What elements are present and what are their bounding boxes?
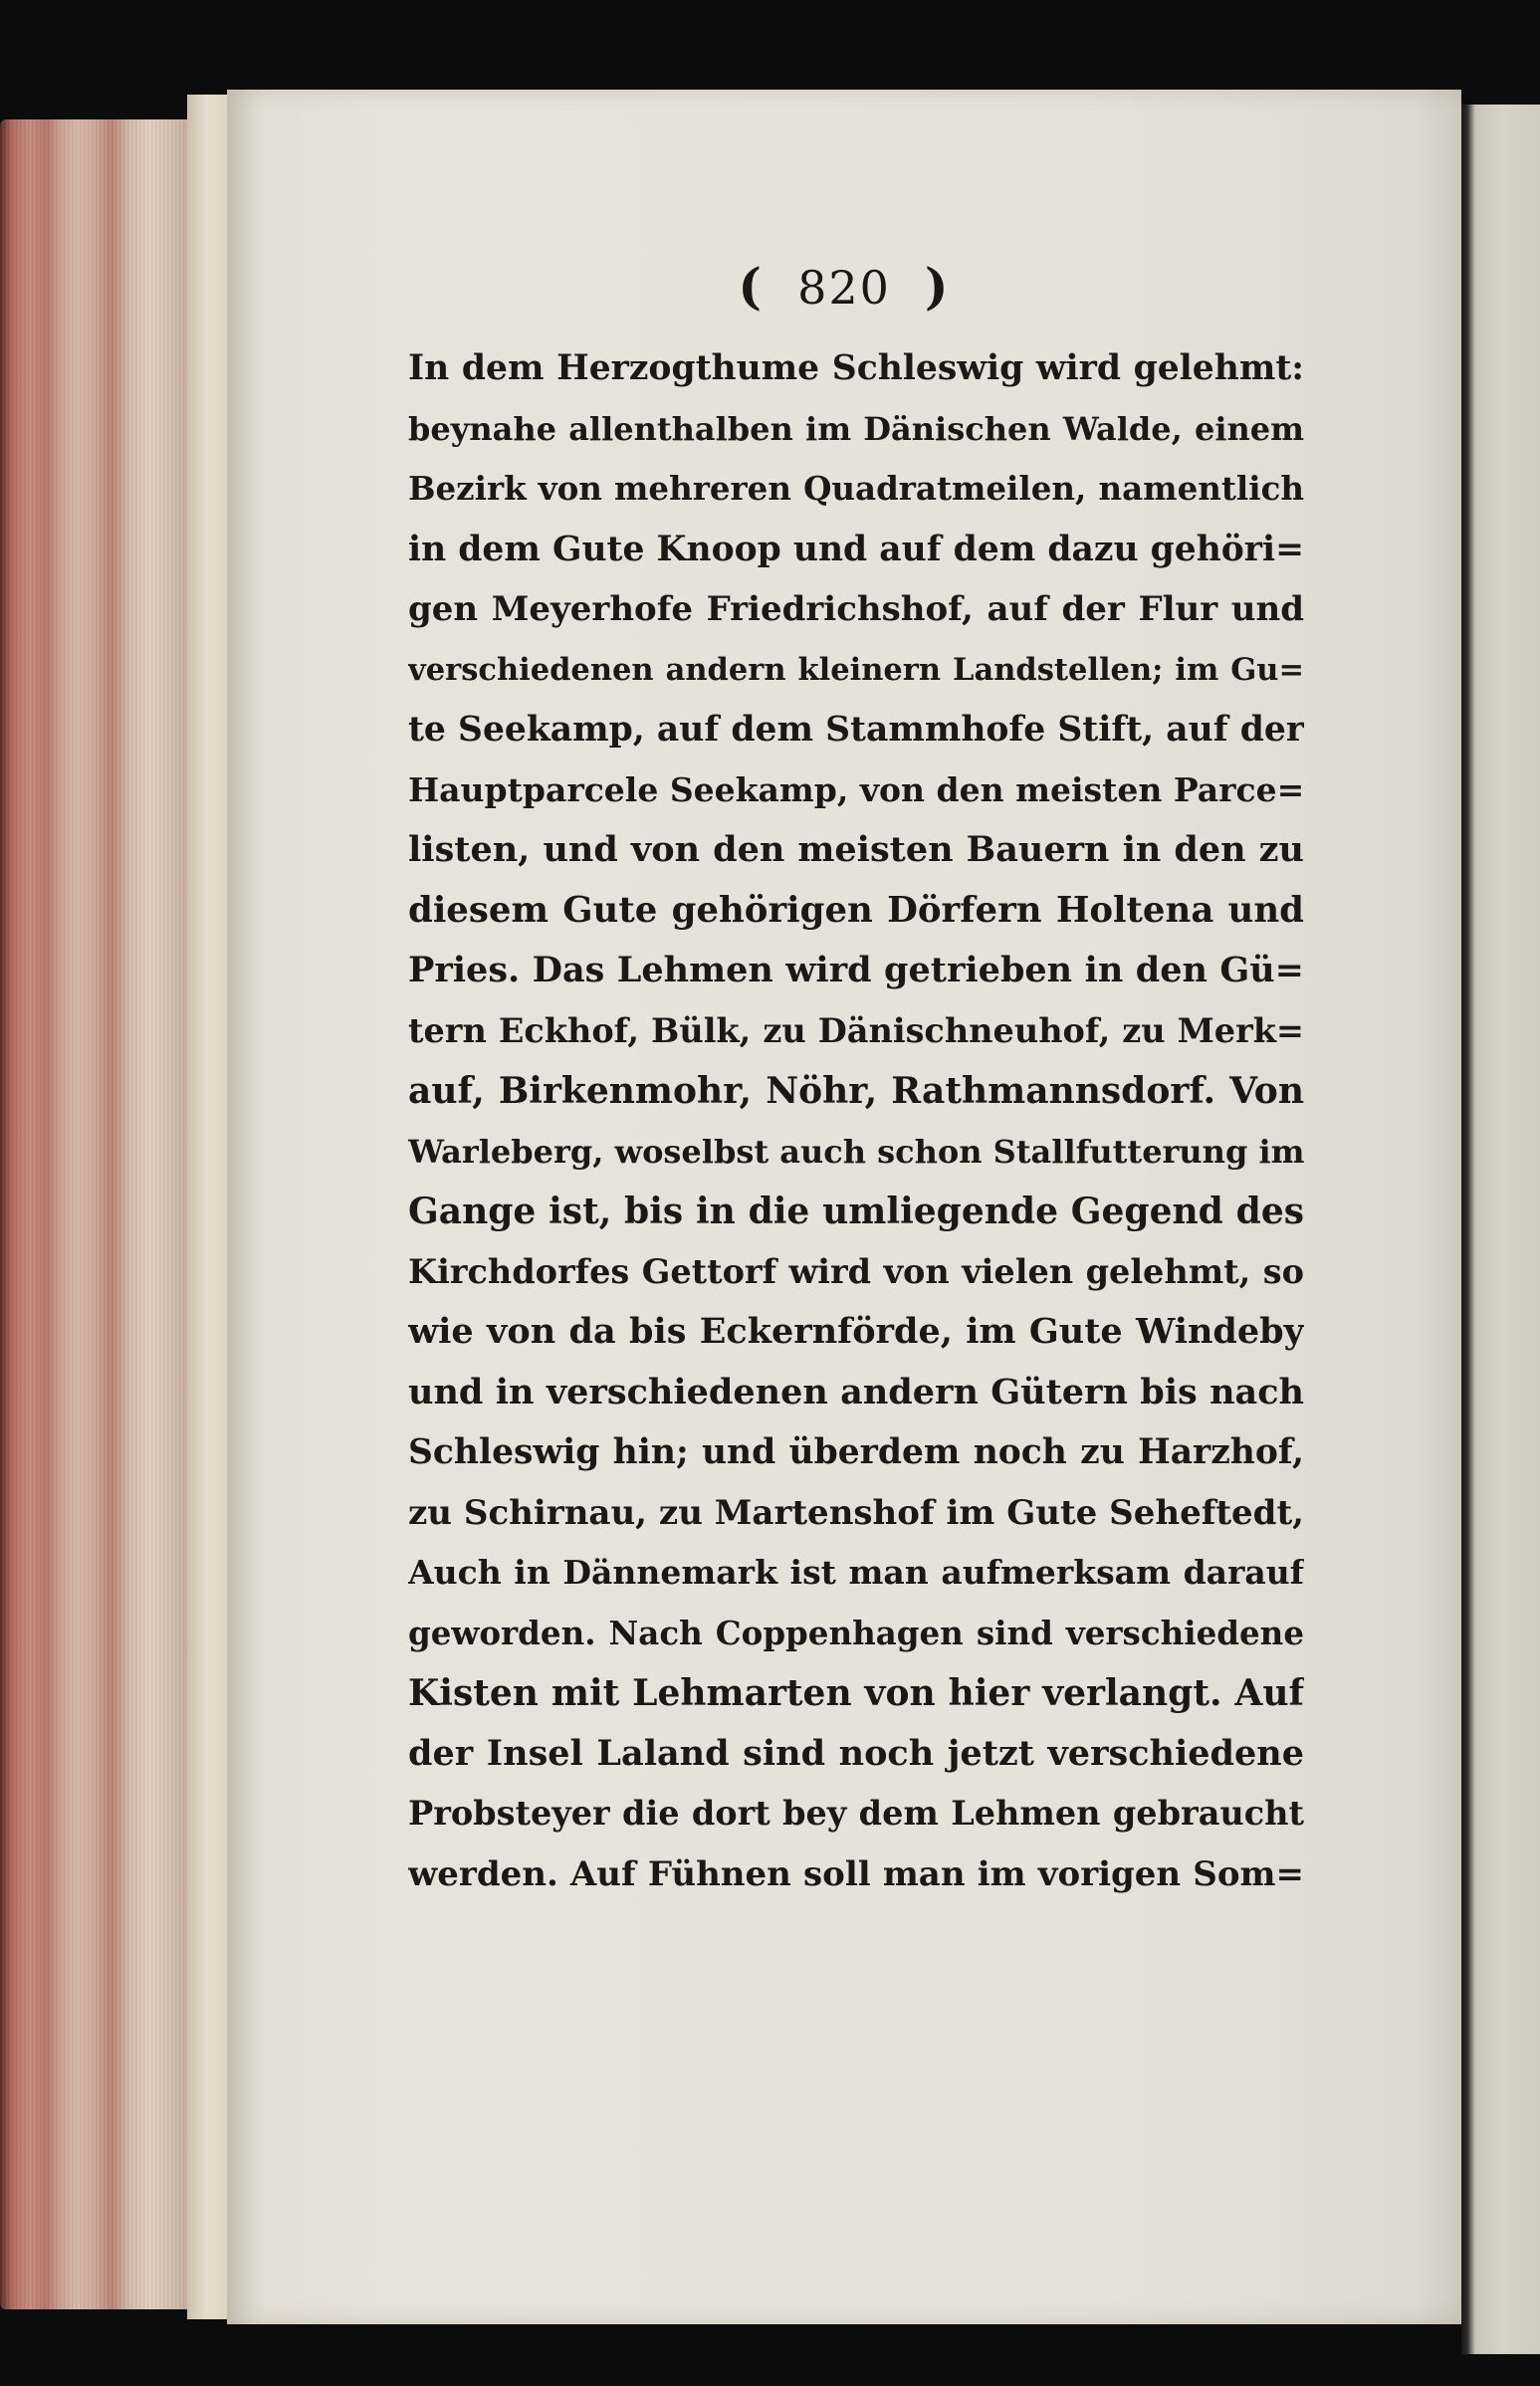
text-line: werden. Auf Fühnen soll man im vorigen Som= (408, 1853, 1304, 1894)
text-line: diesem Gute gehörigen Dörfern Holtena und (408, 889, 1304, 931)
text-line: te Seekamp, auf dem Stammhofe Stift, auf der (408, 710, 1304, 750)
text-line: listen, und von den meisten Bauern in den zu (408, 829, 1304, 870)
body-text (408, 338, 1304, 1904)
text-line: tern Eckhof, Bülk, zu Dänischneuhof, zu Merk= (408, 1010, 1304, 1050)
text-line: in dem Gute Knoop und auf dem dazu gehöri= (408, 529, 1304, 569)
facing-page-edge (1461, 105, 1540, 2354)
text-line: Auch in Dännemark ist man aufmerksam darauf (408, 1553, 1304, 1592)
text-line: Gange ist, bis in die umliegende Gegend des (408, 1191, 1304, 1232)
text-line: Hauptparcele Seekamp, von den meisten Parce= (408, 769, 1304, 809)
text-line: Kisten mit Lehmarten von hier verlangt. Auf (408, 1672, 1304, 1714)
text-line: Bezirk von mehreren Quadratmeilen, namentlich (408, 469, 1304, 508)
text-line: Pries. Das Lehmen wird getrieben in den Gü= (408, 950, 1304, 990)
text-line: Probsteyer die dort bey dem Lehmen gebraucht (408, 1794, 1304, 1833)
text-line: der Insel Laland sind noch jetzt verschiedene (408, 1732, 1304, 1774)
left-parenthesis: ( (738, 257, 765, 316)
page-number: 820 (797, 261, 891, 315)
text-line: In dem Herzogthume Schleswig wird gelehmt: (408, 348, 1304, 388)
text-line: auf, Birkenmohr, Nöhr, Rathmannsdorf. Von (408, 1070, 1304, 1112)
text-line: zu Schirnau, zu Martenshof im Gute Seheftedt, (408, 1492, 1304, 1533)
text-line: geworden. Nach Coppenhagen sind verschiedene (408, 1613, 1304, 1652)
text-line: verschiedenen andern kleinern Landstellen; im Gu= (408, 651, 1304, 688)
text-line: gen Meyerhofe Friedrichshof, auf der Flur und (408, 589, 1304, 629)
text-line: Warleberg, woselbst auch schon Stallfutterung im (408, 1132, 1304, 1171)
text-line: wie von da bis Eckernförde, im Gute Windeby (408, 1311, 1304, 1352)
right-parenthesis: ) (924, 257, 951, 316)
text-line: und in verschiedenen andern Gütern bis nach (408, 1371, 1304, 1412)
text-line: beynahe allenthalben im Dänischen Walde, einem (408, 409, 1304, 448)
text-line: Kirchdorfes Gettorf wird von vielen gelehmt, so (408, 1251, 1304, 1291)
text-line: Schleswig hin; und überdem noch zu Harzhof, (408, 1432, 1304, 1472)
page-header (227, 257, 1461, 316)
book-page-edges (0, 119, 194, 2309)
